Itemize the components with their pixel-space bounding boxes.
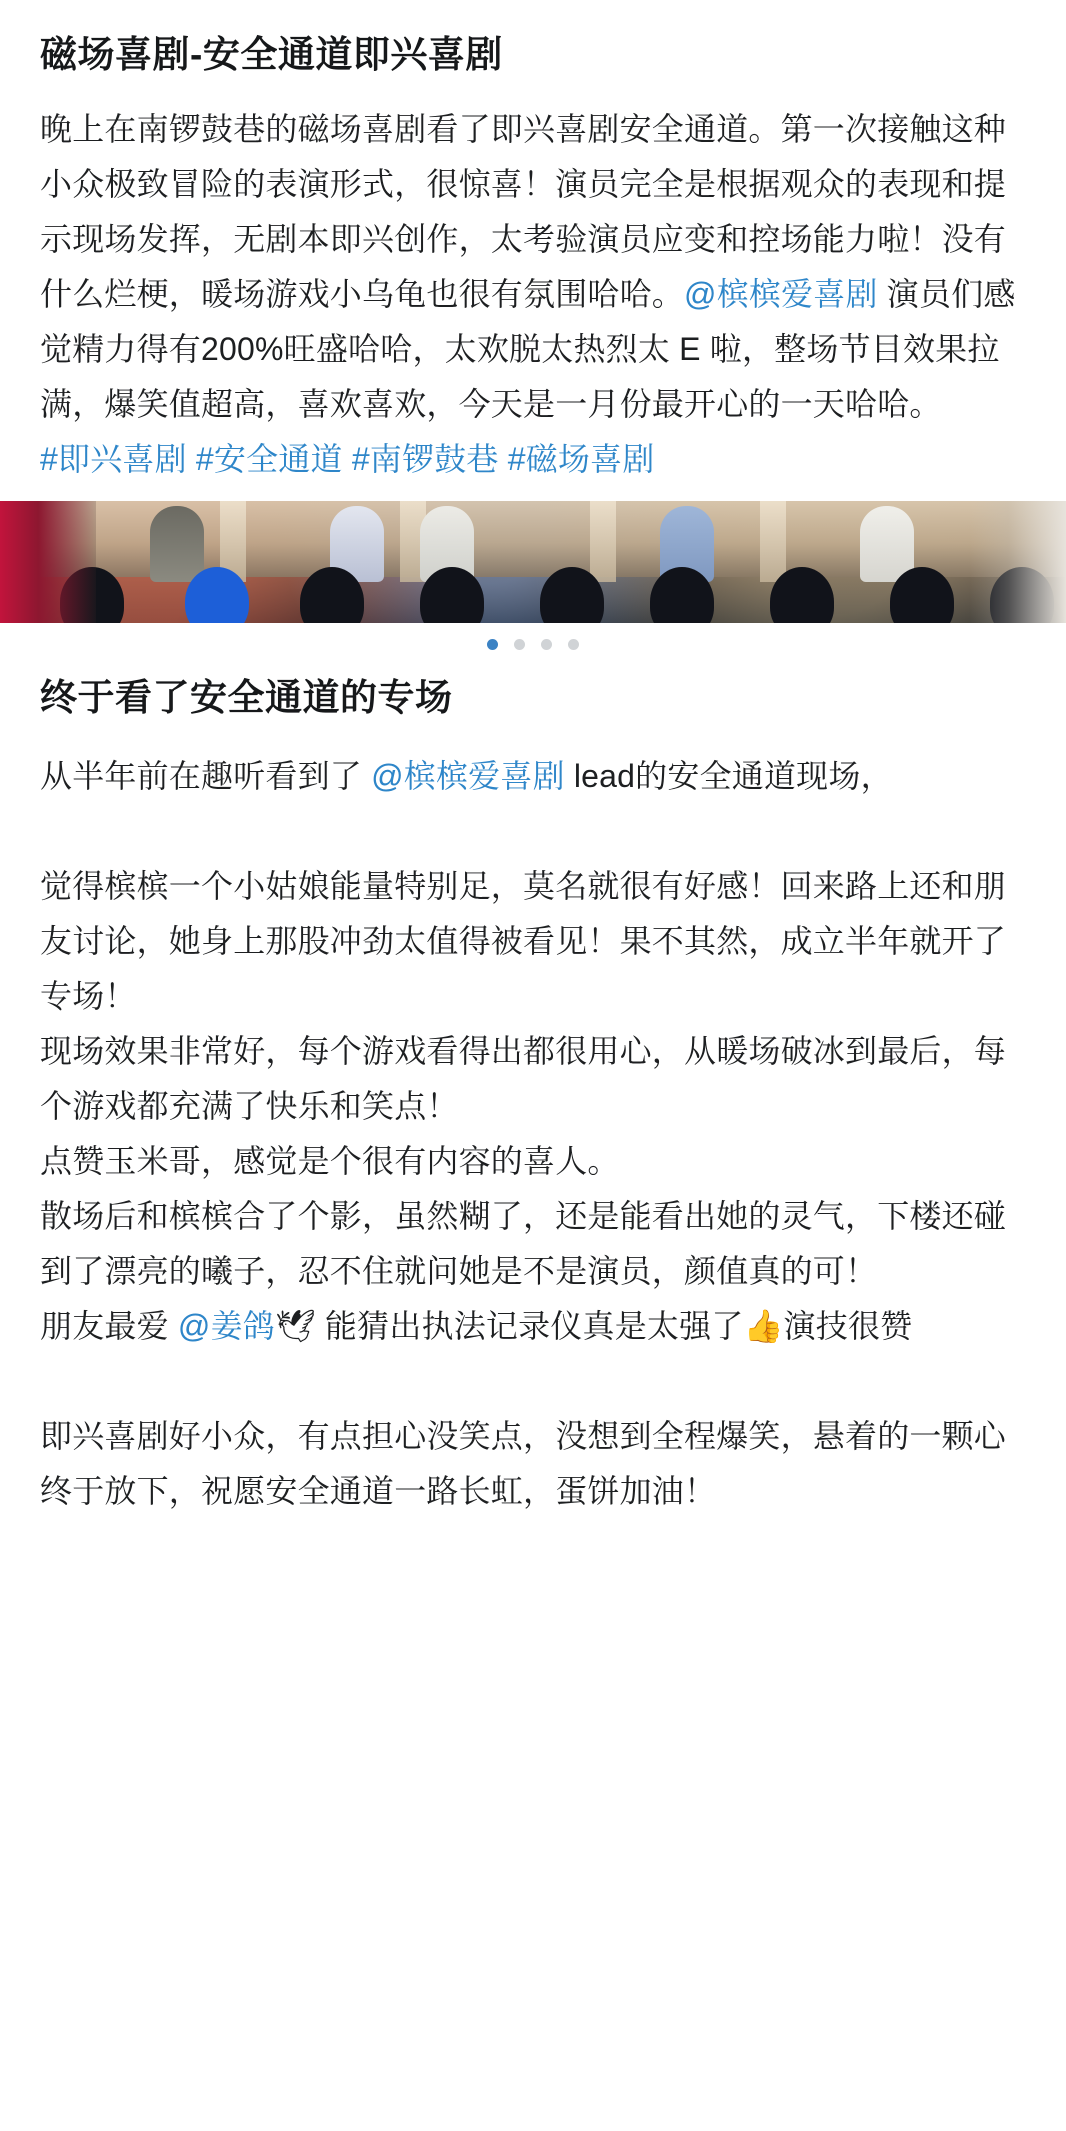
- post-2-body: [40, 749, 1026, 1519]
- emoji-glyph: 👍: [743, 1307, 784, 1346]
- post-1: [0, 0, 1066, 487]
- text-run: 即兴喜剧好小众，有点担心没笑点，没想到全程爆笑，悬着的一颗心终于放下，祝愿安全通道一路长虹，蛋饼加油！: [40, 1418, 1007, 1510]
- post-2: [0, 665, 1066, 1559]
- text-run: 晚上在南锣鼓巷的磁场喜剧看了即兴喜剧安全通道。第一次接触这种小众极致冒险的表演形式，很惊喜！演员完全是根据观众的表现和提示现场发挥，无剧本即兴创作，太考验演员应变和控场能力啦！没有什么烂梗，暖场游戏小乌龟也很有氛围哈哈。: [40, 110, 1007, 313]
- text-run: 演技很赞: [783, 1308, 913, 1345]
- text-run: [499, 441, 508, 477]
- paragraph: [40, 1299, 1026, 1354]
- paragraph: [40, 1189, 1026, 1299]
- paragraph: [40, 1134, 1026, 1189]
- paragraph: [40, 1409, 1026, 1519]
- carousel-dot[interactable]: [568, 639, 579, 650]
- post-1-body: [40, 102, 1026, 487]
- blank-line: [40, 1354, 1026, 1409]
- mention-link[interactable]: @槟槟爱喜剧: [684, 276, 878, 313]
- text-run: 觉得槟槟一个小姑娘能量特别足，莫名就很有好感！回来路上还和朋友讨论，她身上那股冲劲太值得被看见！果不其然，成立半年就开了专场！: [40, 868, 1007, 1015]
- post-1-image-carousel[interactable]: [0, 501, 1066, 623]
- carousel-photo: [0, 501, 1066, 623]
- hashtag-link[interactable]: #安全通道: [195, 441, 343, 478]
- carousel-right-edge: [970, 501, 1066, 623]
- mention-link[interactable]: @姜鸽: [177, 1308, 275, 1345]
- hashtag-link[interactable]: #磁场喜剧: [507, 441, 655, 478]
- carousel-dot[interactable]: [487, 639, 498, 650]
- carousel-left-edge: [0, 501, 96, 623]
- post-1-title: 磁场喜剧-安全通道即兴喜剧: [40, 34, 503, 75]
- text-run: 从半年前在趣听看到了: [40, 758, 372, 795]
- carousel-pagination-dots[interactable]: [0, 623, 1066, 665]
- paragraph: [40, 749, 1026, 804]
- mention-link[interactable]: @槟槟爱喜剧: [371, 758, 565, 795]
- post-2-title: 终于看了安全通道的专场: [40, 677, 453, 719]
- text-run: 现场效果非常好，每个游戏看得出都很用心，从暖场破冰到最后，每个游戏都充满了快乐和笑点！: [40, 1033, 1007, 1125]
- carousel-dot[interactable]: [541, 639, 552, 650]
- text-run: 散场后和槟槟合了个影，虽然糊了，还是能看出她的灵气，下楼还碰到了漂亮的曦子，忍不住就问她是不是演员，颜值真的可！: [40, 1198, 1007, 1290]
- hashtag-link[interactable]: #南锣鼓巷: [351, 441, 499, 478]
- text-run: 朋友最爱: [40, 1308, 178, 1345]
- text-run: 演员们感觉精力得有200%旺盛哈哈，太欢脱太热烈太 E 啦，整场节目效果拉满，爆笑值超高，喜欢喜欢，今天是一月份最开心的一天哈哈。: [40, 276, 1016, 423]
- audience-silhouettes: [0, 565, 1066, 624]
- emoji-glyph: 🕊: [275, 1307, 316, 1346]
- text-run: lead的安全通道现场，: [564, 758, 893, 795]
- paragraph: [40, 859, 1026, 1024]
- text-run: [187, 441, 196, 477]
- text-run: 点赞玉米哥，感觉是个很有内容的喜人。: [40, 1143, 620, 1180]
- paragraph: [40, 1024, 1026, 1134]
- text-run: [343, 441, 352, 477]
- text-run: 能猜出执法记录仪真是太强了: [315, 1308, 744, 1345]
- blank-line: [40, 804, 1026, 859]
- carousel-dot[interactable]: [514, 639, 525, 650]
- hashtag-link[interactable]: #即兴喜剧: [40, 441, 187, 478]
